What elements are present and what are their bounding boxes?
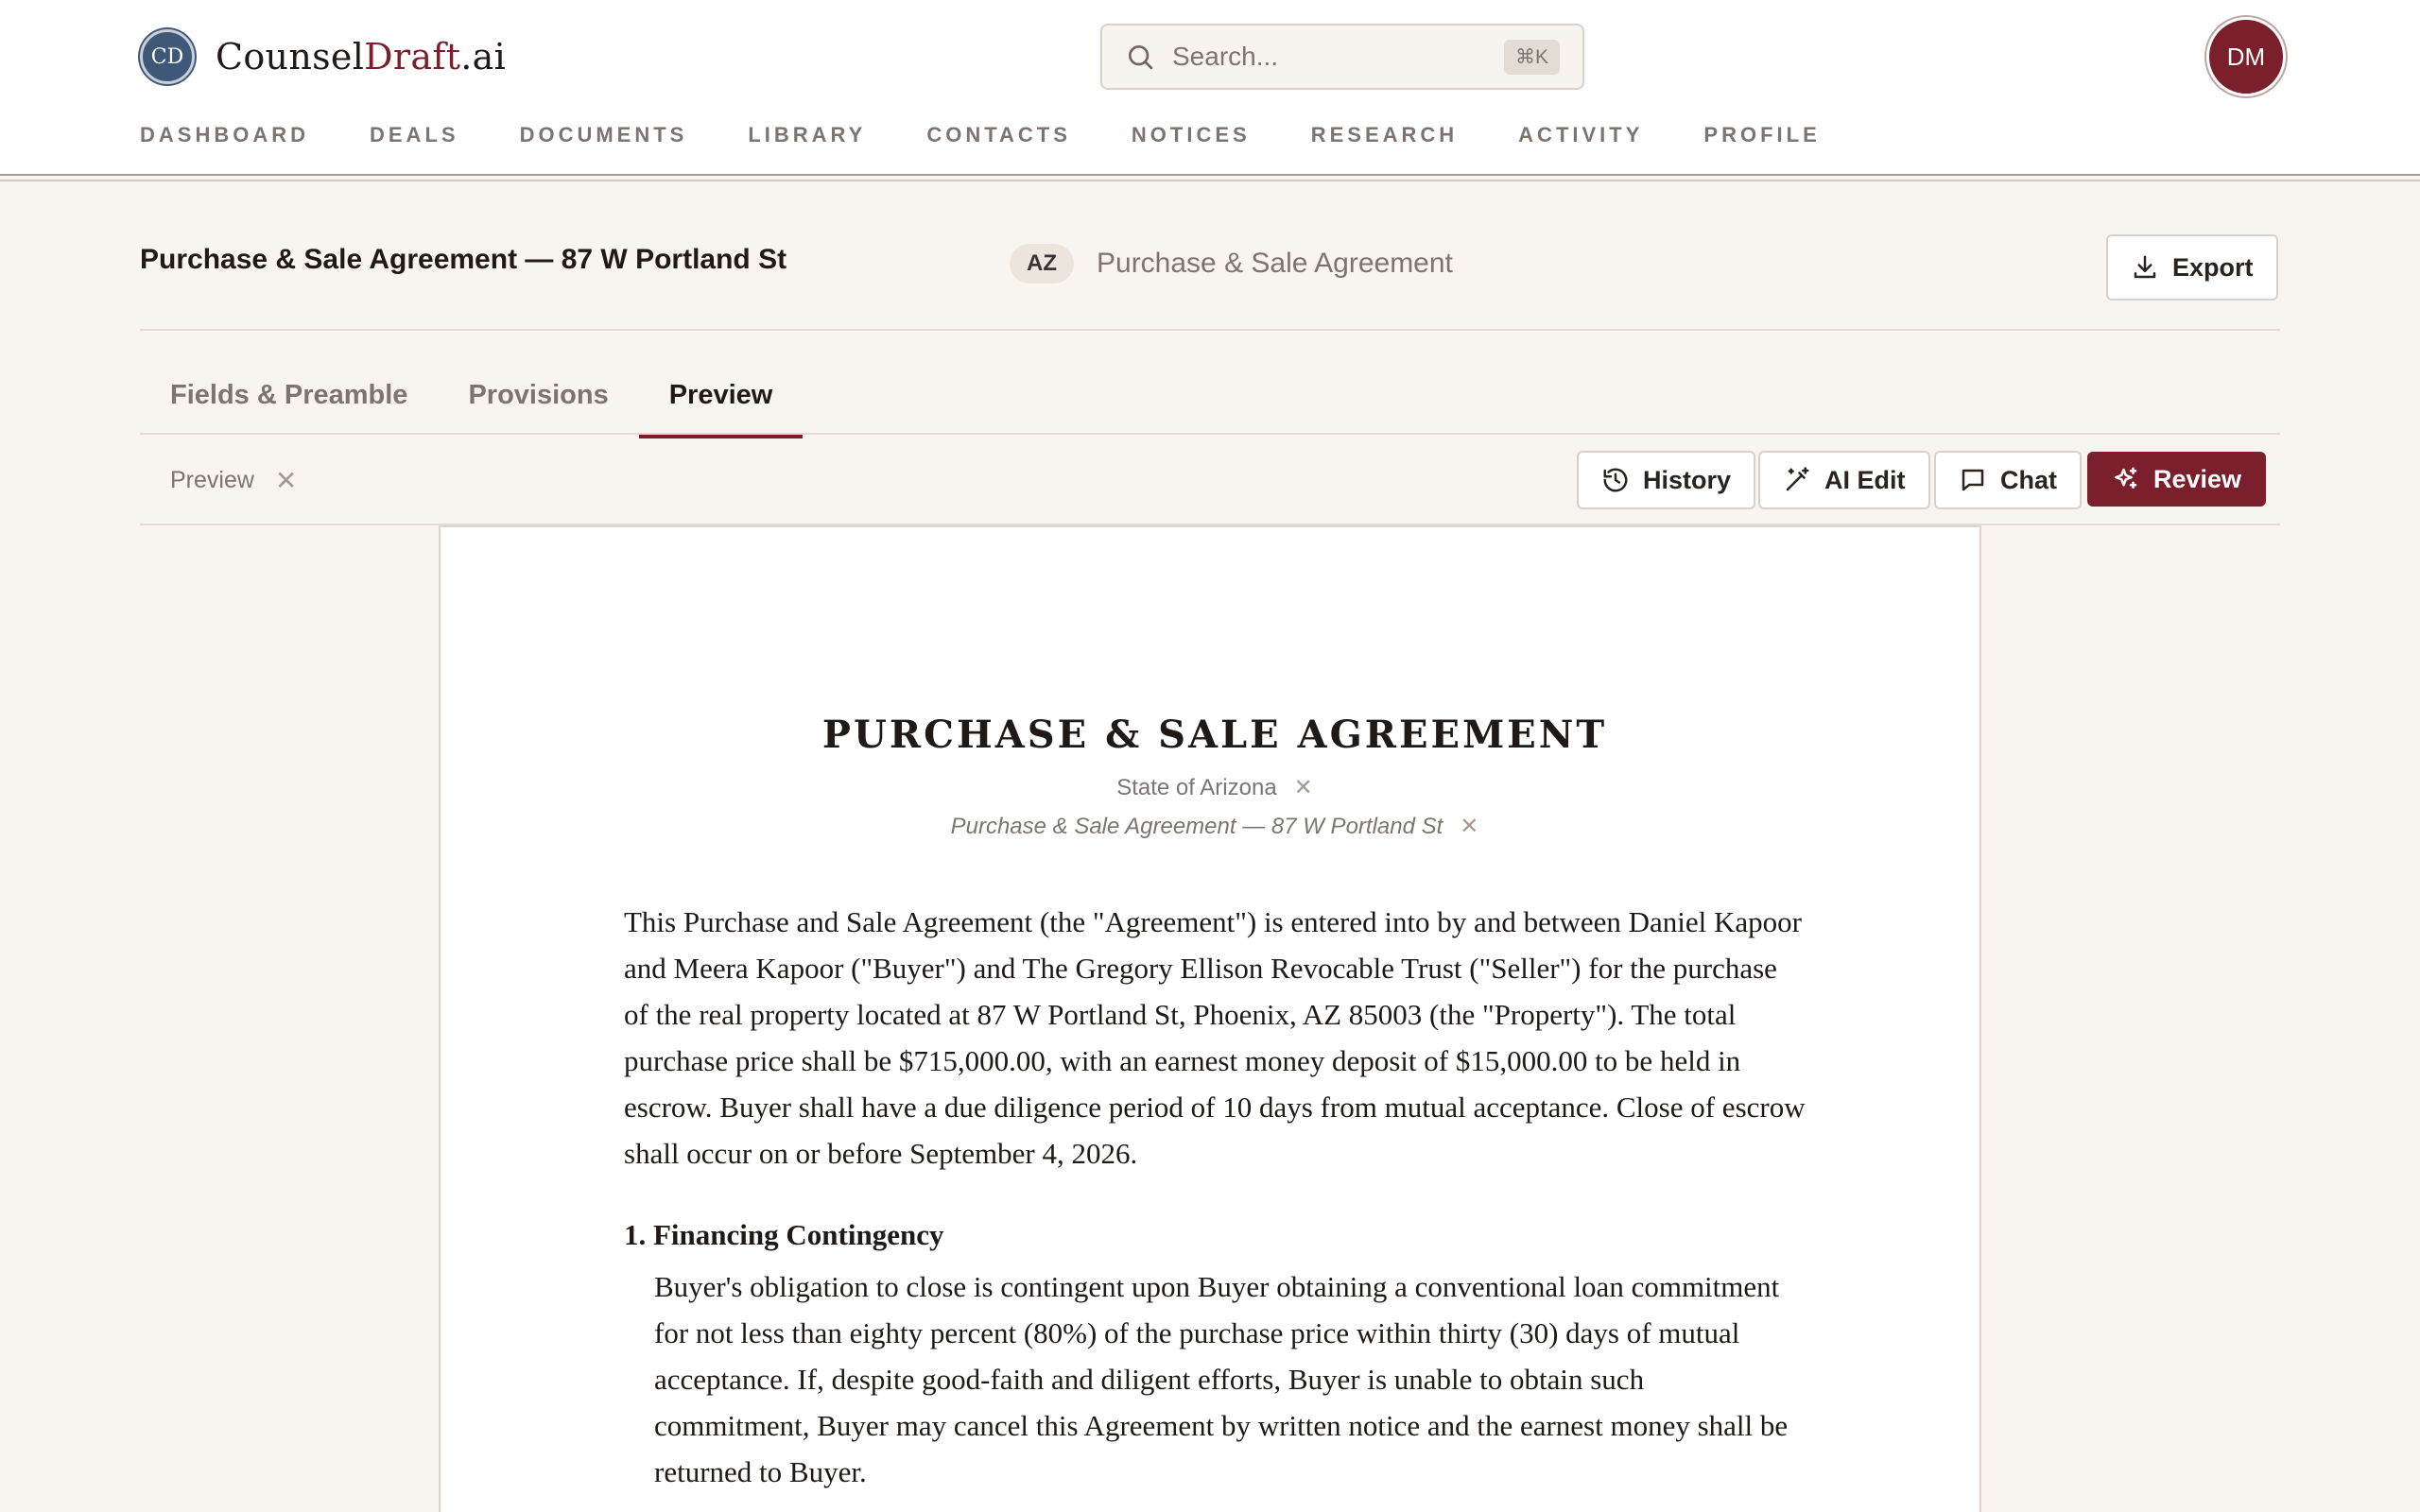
main-nav xyxy=(140,121,1881,149)
document-content xyxy=(624,711,1806,1495)
search-icon xyxy=(1125,42,1155,72)
agreement-heading: PURCHASE & SALE AGREEMENT xyxy=(821,713,1608,757)
tabs-divider xyxy=(140,433,2280,435)
state-line xyxy=(624,774,1806,801)
sparkle-icon xyxy=(2112,465,2140,493)
nav-item-activity[interactable]: ACTIVITY xyxy=(1518,123,1644,146)
document-type: Purchase & Sale Agreement xyxy=(1097,248,1453,279)
state-line-text: State of Arizona xyxy=(1116,775,1277,800)
download-icon xyxy=(2131,253,2159,282)
top-header xyxy=(0,0,2420,176)
tab-provisions[interactable]: Provisions xyxy=(468,380,609,410)
review-label: Review xyxy=(2153,464,2242,493)
export-button[interactable] xyxy=(2106,234,2278,301)
nav-item-research[interactable]: RESEARCH xyxy=(1310,123,1459,146)
remove-title-line-icon[interactable]: ✕ xyxy=(1460,814,1479,839)
preview-pane-label xyxy=(170,465,297,496)
section-body: Buyer's obligation to close is contingent upon Buyer obtaining a conventional loan commitment for not less than eighty percent (80%) of the purchase price within thirty (30) days of mutual acceptance. If, despite good-faith and diligent efforts, Buyer is unable to obtain such commitment, Buyer may cancel this Agreement by written notice and the earnest money shall be returned to Buyer. xyxy=(654,1270,1789,1488)
editor-tabs xyxy=(140,363,803,438)
nav-item-documents[interactable]: DOCUMENTS xyxy=(519,123,688,146)
search-placeholder: Search... xyxy=(1172,42,1279,71)
nav-item-notices[interactable]: NOTICES xyxy=(1131,123,1251,146)
nav-item-deals[interactable]: DEALS xyxy=(370,123,459,146)
magic-wand-icon xyxy=(1783,466,1811,494)
history-label: History xyxy=(1643,465,1732,494)
history-icon xyxy=(1601,466,1630,494)
chat-bubble-icon xyxy=(1959,466,1987,494)
ai-edit-button[interactable] xyxy=(1758,451,1930,509)
brand-name-main: Counsel xyxy=(216,36,365,77)
brand-logo[interactable] xyxy=(140,28,506,85)
user-avatar[interactable]: DM xyxy=(2206,17,2286,96)
preamble-paragraph: This Purchase and Sale Agreement (the "Agreement") is entered into by and between Daniel Kapoor and Meera Kapoor ("Buyer") and The Gregory Ellison Revocable Trust ("Seller") for the purchase of the real property located at 87 W Portland St, Phoenix, AZ 85003 (the "Property"). The total purchase price shall be $715,000.00, with an earnest money deposit of $15,000.00 to be held in escrow. Buyer shall have a due diligence period of 10 days from mutual acceptance. Close of escrow shall occur on or before September 4, 2026. xyxy=(624,905,1806,1170)
brand-name-suffix: .ai xyxy=(460,36,507,77)
export-label: Export xyxy=(2172,252,2254,282)
brand-name-accent: Draft xyxy=(364,36,461,77)
logo-badge: CD xyxy=(140,29,195,84)
history-button[interactable] xyxy=(1577,451,1755,509)
title-line xyxy=(624,813,1806,840)
preview-pane-title: Preview xyxy=(170,467,254,493)
review-button[interactable] xyxy=(2087,452,2266,507)
brand-name xyxy=(216,36,506,77)
nav-item-dashboard[interactable]: DASHBOARD xyxy=(140,123,309,146)
document-title: Purchase & Sale Agreement — 87 W Portland St xyxy=(140,244,787,275)
section-heading: 1. Financing Contingency xyxy=(624,1218,944,1251)
chat-button[interactable] xyxy=(1934,451,2082,509)
nav-item-profile[interactable]: PROFILE xyxy=(1703,123,1821,146)
chat-label: Chat xyxy=(2000,465,2057,494)
ai-edit-label: AI Edit xyxy=(1824,465,1906,494)
search-shortcut-badge: ⌘K xyxy=(1504,40,1560,75)
state-badge: AZ xyxy=(1010,244,1074,284)
header-divider xyxy=(140,329,2280,331)
nav-item-contacts[interactable]: CONTACTS xyxy=(926,123,1071,146)
title-line-text: Purchase & Sale Agreement — 87 W Portland St xyxy=(950,814,1443,839)
document-preview xyxy=(439,525,1981,1512)
tab-preview[interactable]: Preview xyxy=(639,363,804,438)
remove-state-line-icon[interactable]: ✕ xyxy=(1293,775,1313,800)
close-preview-icon[interactable]: ✕ xyxy=(274,466,298,495)
nav-item-library[interactable]: LIBRARY xyxy=(748,123,867,146)
tab-fields-preamble[interactable]: Fields & Preamble xyxy=(170,380,408,410)
search-input[interactable] xyxy=(1100,24,1584,90)
